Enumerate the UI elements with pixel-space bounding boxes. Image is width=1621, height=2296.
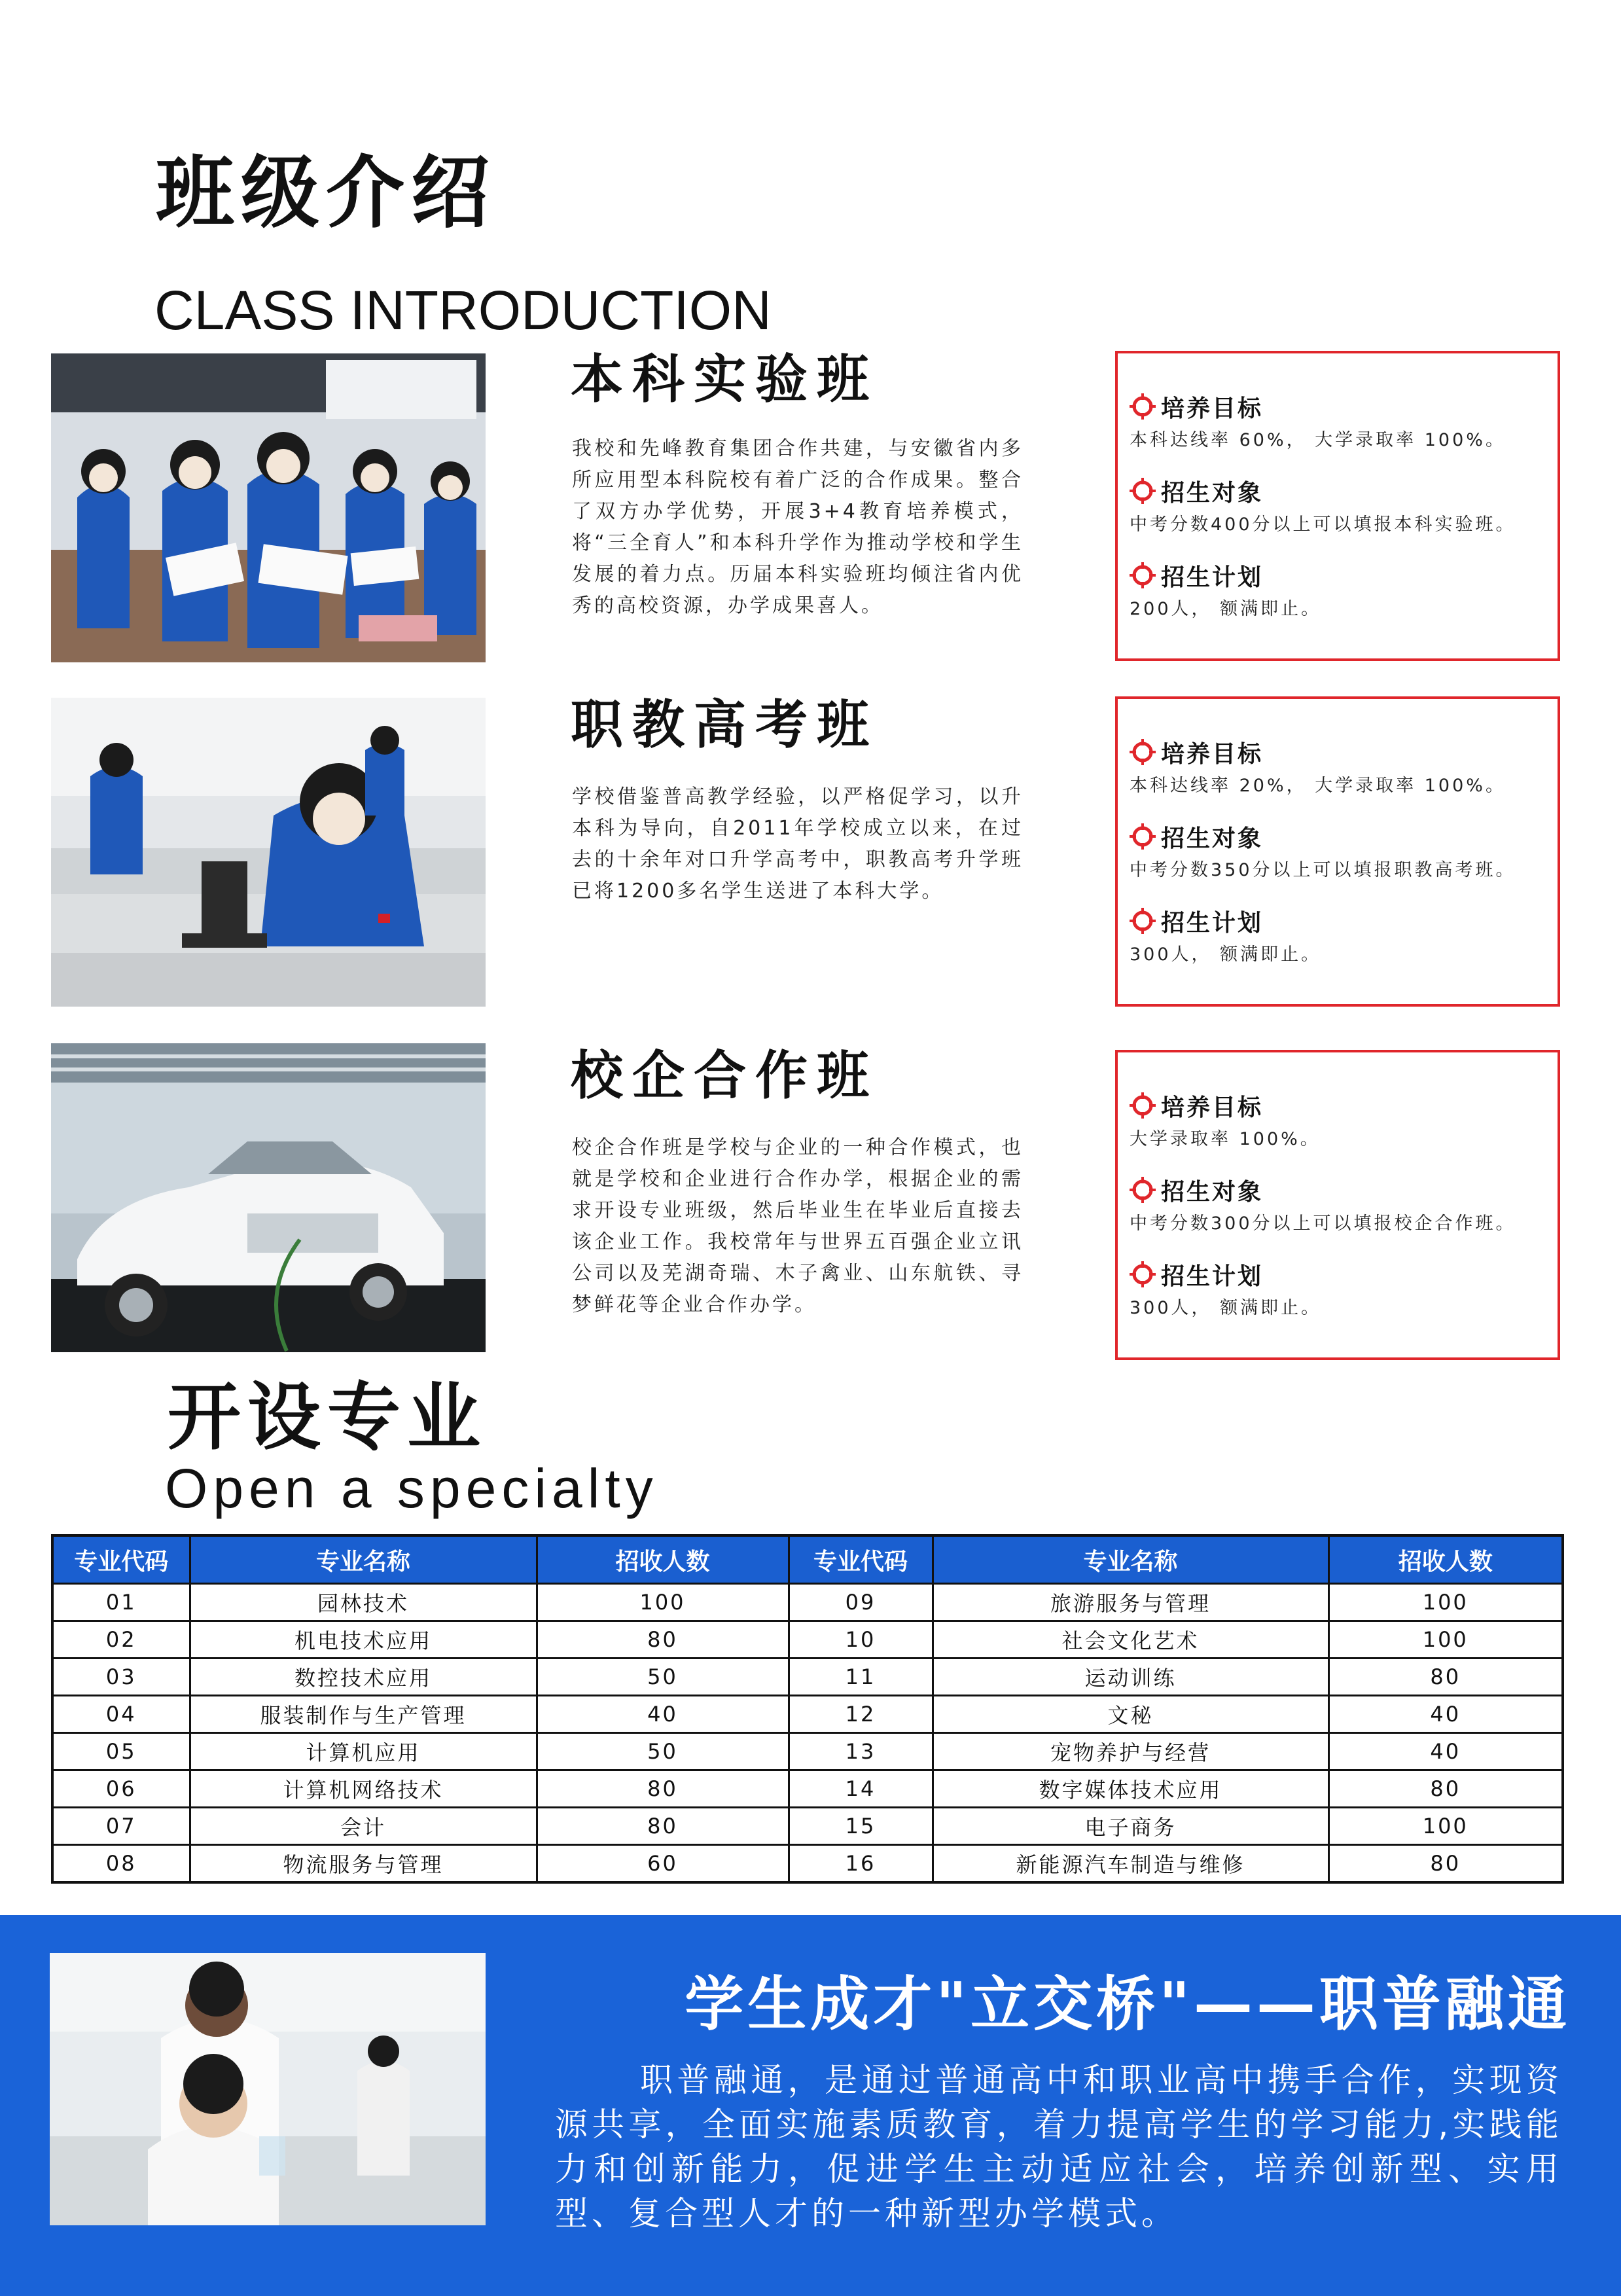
info-item-plan [1130, 1259, 1558, 1319]
class-title: 校企合作班 [571, 1045, 878, 1106]
col-header-code: 专业代码 [789, 1535, 933, 1584]
table-header-row [52, 1535, 1563, 1584]
cell-enrollment: 80 [1328, 1659, 1563, 1696]
cell-enrollment: 40 [1328, 1733, 1563, 1770]
class-info-box [1115, 351, 1560, 661]
cell-major-name: 物流服务与管理 [190, 1845, 537, 1883]
info-label: 招生对象 [1161, 1178, 1264, 1206]
cell-enrollment: 80 [1328, 1770, 1563, 1808]
class-info-box [1115, 1050, 1560, 1360]
cell-code: 01 [52, 1584, 190, 1621]
info-item-target [1130, 1175, 1558, 1234]
cell-major-name: 新能源汽车制造与维修 [933, 1845, 1328, 1883]
info-text: 中考分数400分以上可以填报本科实验班。 [1130, 514, 1516, 535]
cell-code: 09 [789, 1584, 933, 1621]
info-item-plan [1130, 560, 1558, 620]
cell-code: 03 [52, 1659, 190, 1696]
info-item-goal [1130, 391, 1558, 451]
col-header-count: 招收人数 [537, 1535, 789, 1584]
info-text: 200人， 额满即止。 [1130, 599, 1322, 619]
cell-enrollment: 60 [537, 1845, 789, 1883]
cell-code: 06 [52, 1770, 190, 1808]
cell-enrollment: 40 [1328, 1696, 1563, 1733]
cell-enrollment: 100 [537, 1584, 789, 1621]
section-title-en: CLASS INTRODUCTION [154, 279, 772, 341]
table-row [52, 1808, 1563, 1845]
cell-major-name: 数字媒体技术应用 [933, 1770, 1328, 1808]
info-label: 招生对象 [1161, 825, 1264, 852]
class-description: 校企合作班是学校与企业的一种合作模式，也就是学校和企业进行合作办学，根据企业的需求开设专业班级，然后毕业生在毕业后直接去该企业工作。我校常年与世界五百强企业立讯公司以及芜湖奇瑞、木子禽业、山东航铁、寻梦鲜花等企业合作办学。 [572, 1136, 1024, 1316]
cell-major-name: 社会文化艺术 [933, 1621, 1328, 1659]
banner-text: 职普融通，是通过普通高中和职业高中携手合作，实现资源共享，全面实施素质教育，着力提高学生的学习能力,实践能力和创新能力，促进学生主动适应社会，培养创新型、实用型、复合型人才的一种新型办学模式。 [555, 2061, 1563, 2233]
table-row [52, 1770, 1563, 1808]
cell-enrollment: 100 [1328, 1584, 1563, 1621]
info-item-goal [1130, 737, 1558, 797]
target-icon [1130, 1092, 1156, 1119]
class-photo-students-reading [51, 353, 486, 662]
info-label: 培养目标 [1161, 1094, 1264, 1121]
info-text: 本科达线率 20%， 大学录取率 100%。 [1130, 776, 1506, 796]
info-text: 大学录取率 100%。 [1130, 1129, 1321, 1149]
table-row [52, 1845, 1563, 1883]
cell-major-name: 电子商务 [933, 1808, 1328, 1845]
target-icon [1130, 478, 1156, 504]
info-text: 300人， 额满即止。 [1130, 1298, 1322, 1318]
banner-photo-lab-teacher [50, 1953, 486, 2225]
target-icon [1130, 739, 1156, 765]
cell-code: 12 [789, 1696, 933, 1733]
cell-major-name: 机电技术应用 [190, 1621, 537, 1659]
cell-major-name: 宠物养护与经营 [933, 1733, 1328, 1770]
majors-table [51, 1534, 1564, 1884]
cell-enrollment: 50 [537, 1733, 789, 1770]
target-icon [1130, 1261, 1156, 1287]
cell-code: 14 [789, 1770, 933, 1808]
section-title-en: Open a specialty [165, 1458, 658, 1519]
cell-enrollment: 80 [1328, 1845, 1563, 1883]
class-description: 学校借鉴普高教学经验，以严格促学习，以升本科为导向，自2011年学校成立以来，在过去的十余年对口升学高考中，职教高考升学班已将1200多名学生送进了本科大学。 [572, 785, 1024, 903]
target-icon [1130, 823, 1156, 850]
class-title: 职教高考班 [571, 694, 878, 755]
cell-enrollment: 80 [537, 1808, 789, 1845]
table-row [52, 1659, 1563, 1696]
table-row [52, 1733, 1563, 1770]
cell-enrollment: 50 [537, 1659, 789, 1696]
info-label: 招生对象 [1161, 479, 1264, 507]
cell-code: 15 [789, 1808, 933, 1845]
target-icon [1130, 908, 1156, 934]
col-header-name: 专业名称 [190, 1535, 537, 1584]
info-label: 招生计划 [1161, 564, 1264, 591]
cell-code: 16 [789, 1845, 933, 1883]
cell-enrollment: 40 [537, 1696, 789, 1733]
target-icon [1130, 393, 1156, 420]
cell-major-name: 文秘 [933, 1696, 1328, 1733]
cell-code: 05 [52, 1733, 190, 1770]
cell-enrollment: 100 [1328, 1621, 1563, 1659]
cell-major-name: 会计 [190, 1808, 537, 1845]
info-text: 本科达线率 60%， 大学录取率 100%。 [1130, 430, 1506, 450]
section-title-cn: 班级介绍 [156, 148, 496, 239]
cell-major-name: 旅游服务与管理 [933, 1584, 1328, 1621]
info-label: 招生计划 [1161, 909, 1264, 937]
table-row [52, 1696, 1563, 1733]
cell-code: 13 [789, 1733, 933, 1770]
class-description: 我校和先峰教育集团合作共建，与安徽省内多所应用型本科院校有着广泛的合作成果。整合了双方办学优势，开展3+4教育培养模式，将“三全育人”和本科升学作为推动学校和学生发展的着力点。历届本科实验班均倾注省内优秀的高校资源，办学成果喜人。 [572, 437, 1024, 617]
info-text: 中考分数300分以上可以填报校企合作班。 [1130, 1213, 1516, 1234]
table-row [52, 1621, 1563, 1659]
cell-enrollment: 80 [537, 1621, 789, 1659]
cell-enrollment: 100 [1328, 1808, 1563, 1845]
banner-title: 学生成才"立交桥"——职普融通 [685, 1970, 1571, 2039]
cell-major-name: 计算机网络技术 [190, 1770, 537, 1808]
info-item-target [1130, 476, 1558, 535]
info-item-goal [1130, 1090, 1558, 1150]
info-label: 培养目标 [1161, 740, 1264, 768]
class-title: 本科实验班 [571, 349, 878, 410]
cell-code: 10 [789, 1621, 933, 1659]
col-header-code: 专业代码 [52, 1535, 190, 1584]
cell-code: 02 [52, 1621, 190, 1659]
cell-major-name: 计算机应用 [190, 1733, 537, 1770]
cell-major-name: 园林技术 [190, 1584, 537, 1621]
info-label: 招生计划 [1161, 1263, 1264, 1290]
info-item-target [1130, 821, 1558, 881]
cell-major-name: 数控技术应用 [190, 1659, 537, 1696]
info-text: 300人， 额满即止。 [1130, 944, 1322, 965]
cell-code: 07 [52, 1808, 190, 1845]
col-header-name: 专业名称 [933, 1535, 1328, 1584]
target-icon [1130, 1177, 1156, 1203]
cell-major-name: 运动训练 [933, 1659, 1328, 1696]
info-text: 中考分数350分以上可以填报职教高考班。 [1130, 860, 1516, 880]
class-info-box [1115, 696, 1560, 1007]
cell-code: 08 [52, 1845, 190, 1883]
cell-code: 04 [52, 1696, 190, 1733]
class-photo-car-workshop [51, 1043, 486, 1352]
cell-code: 11 [789, 1659, 933, 1696]
cell-enrollment: 80 [537, 1770, 789, 1808]
info-label: 培养目标 [1161, 395, 1264, 422]
cell-major-name: 服装制作与生产管理 [190, 1696, 537, 1733]
target-icon [1130, 562, 1156, 588]
class-photo-microscope-lab [51, 698, 486, 1007]
table-row [52, 1584, 1563, 1621]
section-title-cn: 开设专业 [168, 1375, 487, 1460]
col-header-count: 招收人数 [1328, 1535, 1563, 1584]
info-item-plan [1130, 906, 1558, 965]
